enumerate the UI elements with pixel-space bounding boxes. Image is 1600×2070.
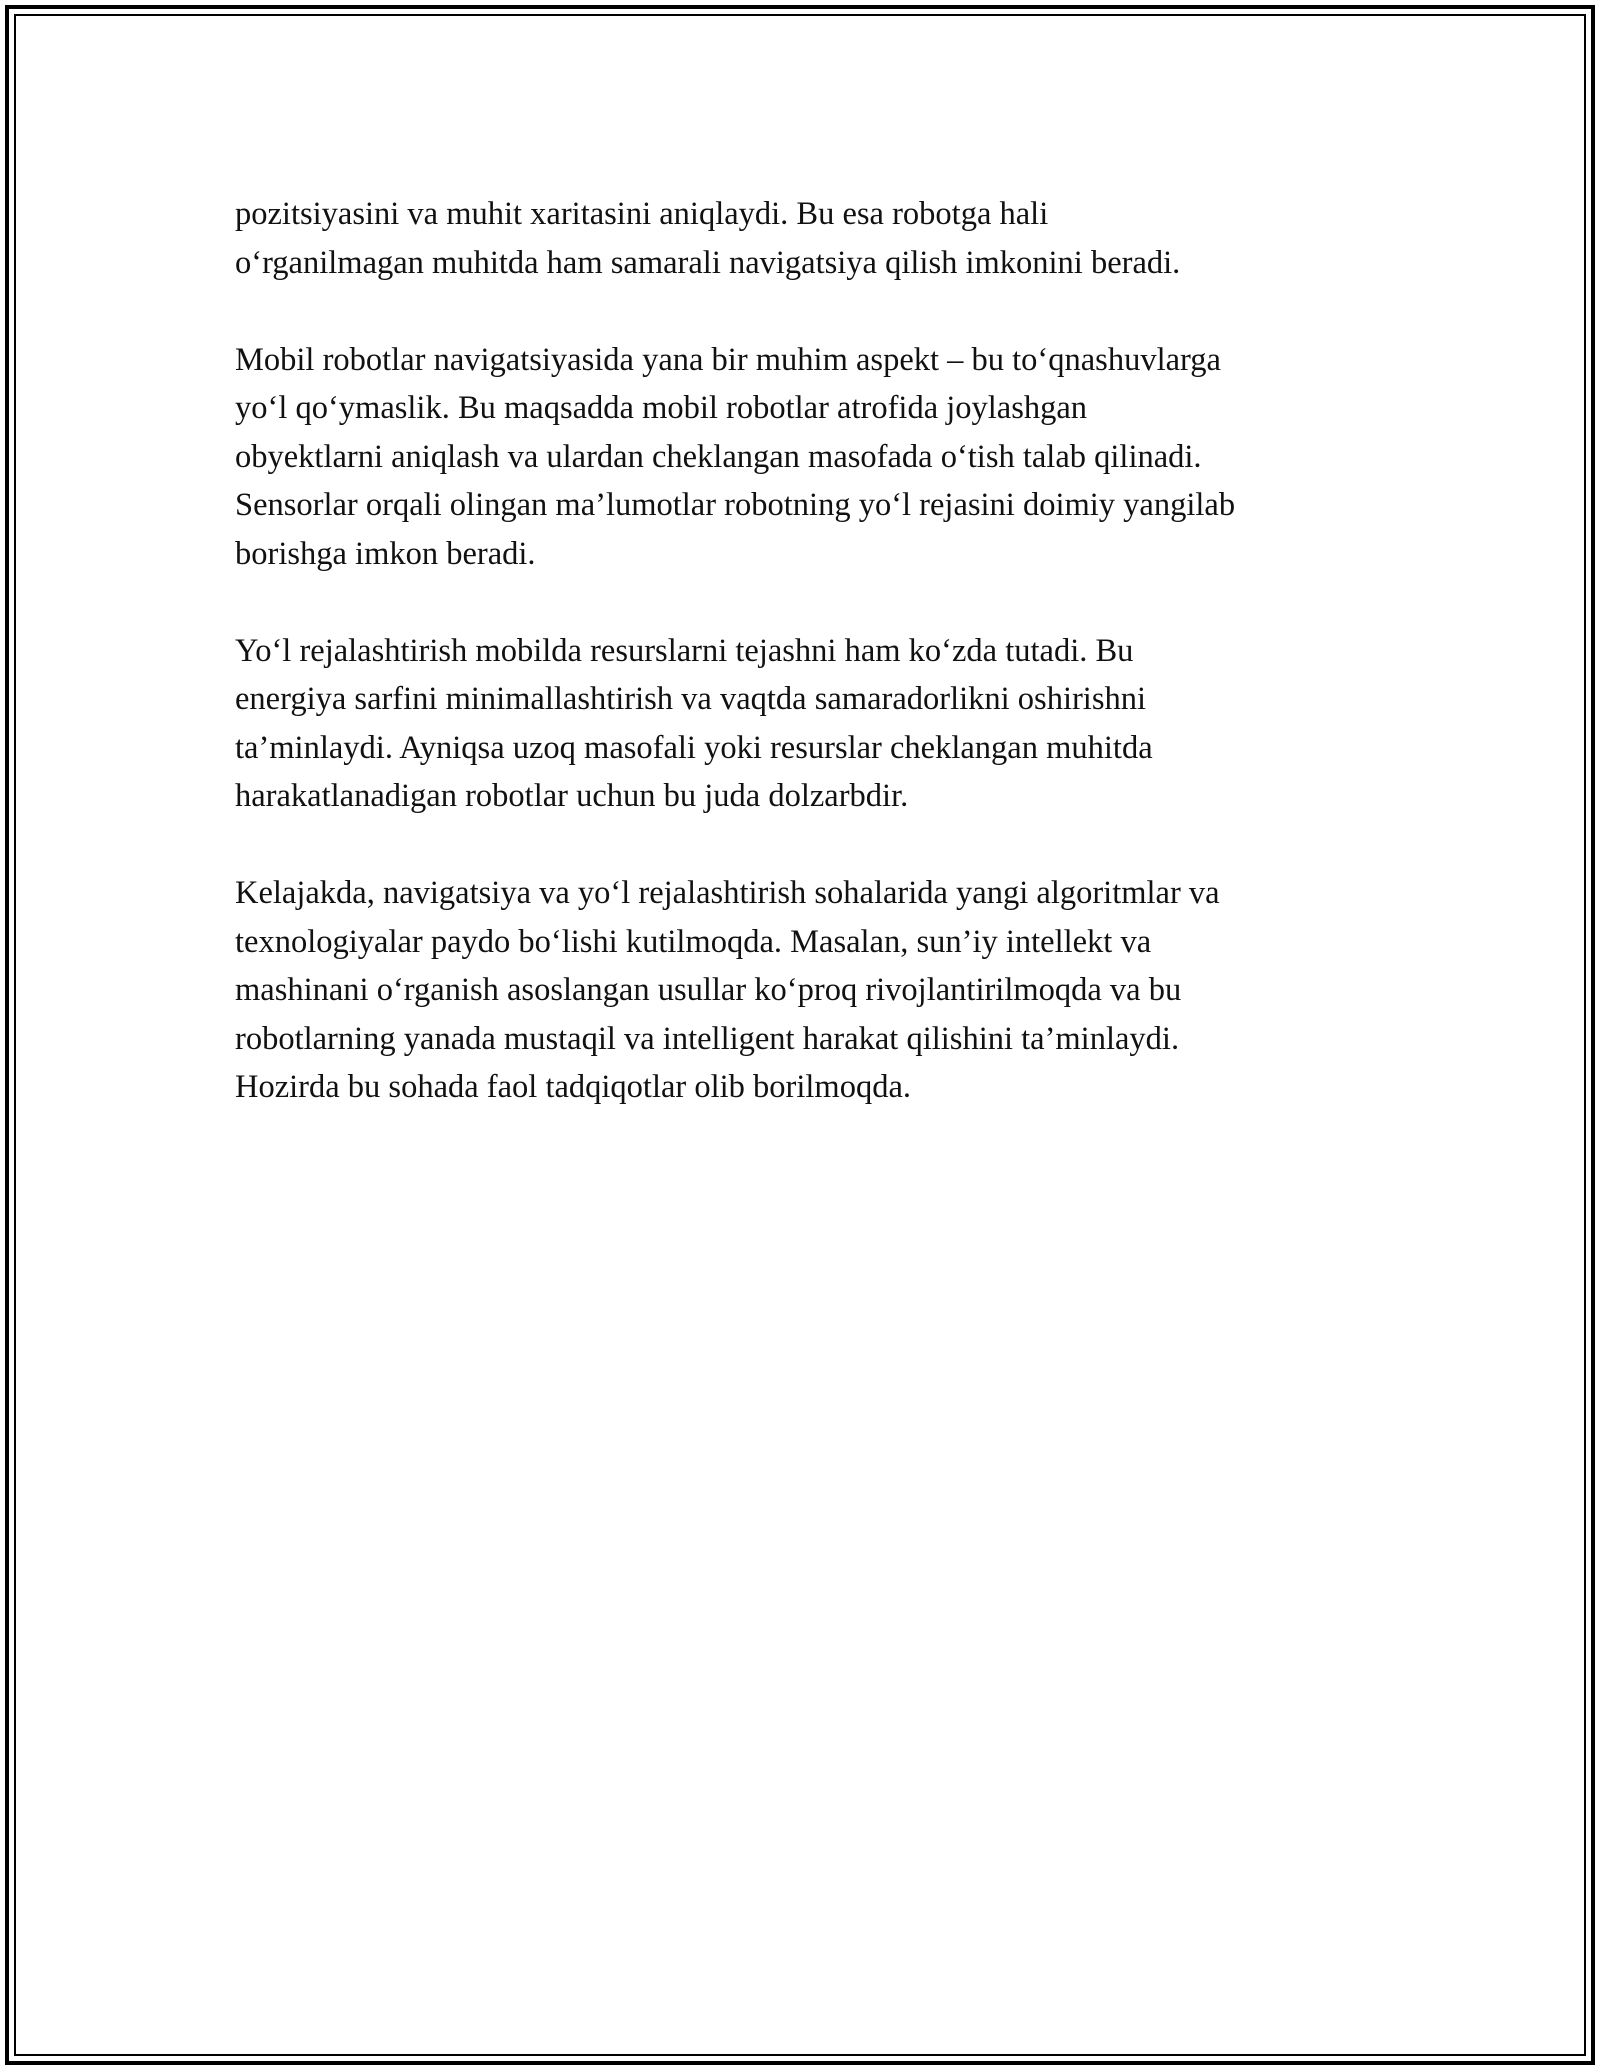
text-line: Mobil robotlar navigatsiyasida yana bir muhim aspekt – bu to‘qnashuvlarga <box>235 341 1221 378</box>
text-line: Yo‘l rejalashtirish mobilda resurslarni tejashni ham ko‘zda tutadi. Bu <box>235 632 1134 669</box>
text-line: Sensorlar orqali olingan ma’lumotlar robotning yo‘l rejasini doimiy yangilab <box>235 487 1236 523</box>
text-line: harakatlanadigan robotlar uchun bu juda dolzarbdir. <box>235 778 909 814</box>
paragraph-1 <box>235 190 1385 287</box>
text-line: energiya sarfini minimallashtirish va vaqtda samaradorlikni oshirishni <box>235 681 1146 717</box>
text-line: o‘rganilmagan muhitda ham samarali navigatsiya qilish imkonini beradi. <box>235 244 1181 281</box>
document-body <box>235 190 1385 1160</box>
text-line: Hozirda bu sohada faol tadqiqotlar olib borilmoqda. <box>235 1069 912 1105</box>
text-line: obyektlarni aniqlash va ulardan cheklangan masofada o‘tish talab qilinadi. <box>235 438 1202 475</box>
text-line: ta’minlaydi. Ayniqsa uzoq masofali yoki resurslar cheklangan muhitda <box>235 729 1153 766</box>
paragraph-2 <box>235 336 1385 579</box>
text-line: texnologiyalar paydo bo‘lishi kutilmoqda. Masalan, sun’iy intellekt va <box>235 923 1152 960</box>
text-line: mashinani o‘rganish asoslangan usullar ko‘proq rivojlantirilmoqda va bu <box>235 972 1182 1008</box>
text-line: Kelajakda, navigatsiya va yo‘l rejalashtirish sohalarida yangi algoritmlar va <box>235 875 1220 911</box>
text-line: robotlarning yanada mustaqil va intelligent harakat qilishini ta’minlaydi. <box>235 1020 1180 1057</box>
paragraph-4 <box>235 869 1385 1112</box>
text-line: yo‘l qo‘ymaslik. Bu maqsadda mobil robotlar atrofida joylashgan <box>235 390 1088 426</box>
text-line: pozitsiyasini va muhit xaritasini aniqlaydi. Bu esa robotga hali <box>235 196 1049 232</box>
text-line: borishga imkon beradi. <box>235 535 536 572</box>
paragraph-3 <box>235 627 1385 821</box>
